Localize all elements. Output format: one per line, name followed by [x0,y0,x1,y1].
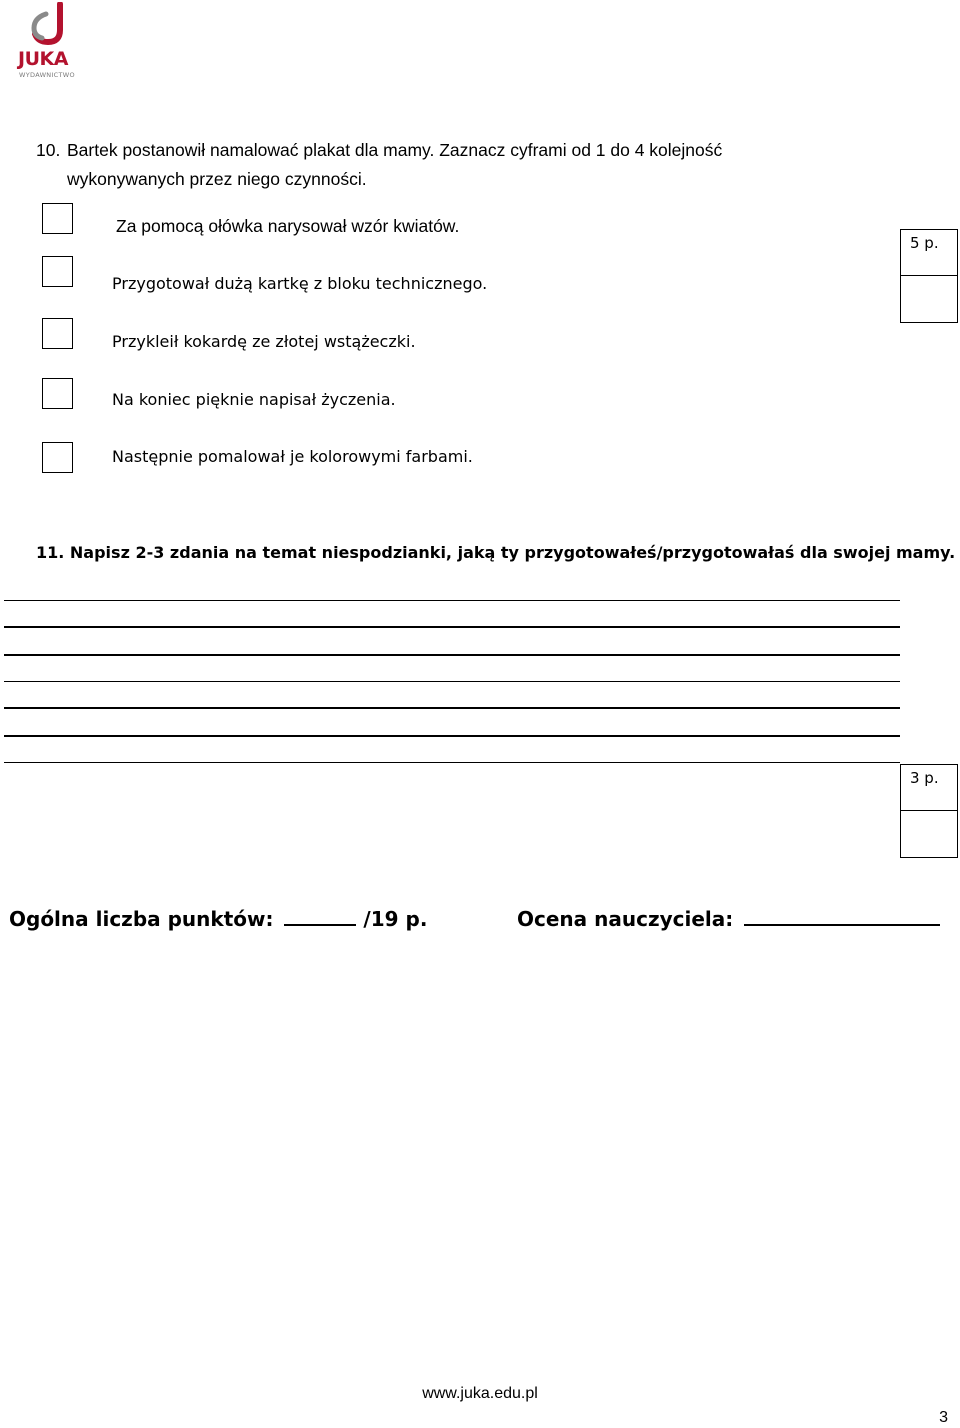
question-10-text-line1: Bartek postanowił namalować plakat dla mamy. Zaznacz cyframi od 1 do 4 kolejność [67,140,723,160]
teacher-grade-row [517,906,940,931]
score-field[interactable] [901,276,957,322]
answer-line-5[interactable] [4,707,900,709]
question-10-number: 10. [36,140,61,160]
footer-url: www.juka.edu.pl [422,1385,538,1402]
order-box-4[interactable] [42,378,73,409]
activity-item-1: Za pomocą ołówka narysował wzór kwiatów. [116,216,460,236]
order-box-5[interactable] [42,442,73,473]
activity-item-4: Na koniec pięknie napisał życzenia. [112,390,396,409]
teacher-grade-field[interactable] [744,906,940,926]
answer-line-4[interactable] [4,681,900,682]
logo-wordmark: JUKA [18,48,68,70]
question-10-text-line2: wykonywanych przez niego czynności. [67,169,367,189]
answer-line-3[interactable] [4,654,900,656]
order-box-3[interactable] [42,318,73,349]
answer-line-1[interactable] [4,600,900,601]
logo-subtitle: WYDAWNICTWO [19,71,75,79]
score-field[interactable] [901,811,957,857]
answer-line-6[interactable] [4,735,900,737]
total-points-suffix: /19 p. [363,907,428,931]
activity-item-3: Przykleił kokardę ze złotej wstążeczki. [112,332,416,351]
total-points-label: Ogólna liczba punktów: [9,907,274,931]
juka-logo-icon [18,2,78,82]
score-box-question-10 [900,229,958,323]
score-max-label: 5 p. [901,230,957,276]
total-points-field[interactable] [284,906,356,926]
answer-line-7[interactable] [4,762,900,763]
activity-item-5: Następnie pomalował je kolorowymi farbami. [112,447,473,466]
activity-item-2: Przygotował dużą kartkę z bloku technicznego. [112,274,488,293]
teacher-grade-label: Ocena nauczyciela: [517,907,734,931]
order-box-2[interactable] [42,256,73,287]
order-box-1[interactable] [42,203,73,234]
score-box-question-11 [900,764,958,858]
score-max-label: 3 p. [901,765,957,811]
question-11-text: 11. Napisz 2-3 zdania na temat niespodzianki, jaką ty przygotowałeś/przygotowałaś dla swojej mamy. [36,543,956,562]
total-points-row [9,906,427,931]
page-number: 3 [939,1409,948,1426]
answer-line-2[interactable] [4,626,900,628]
